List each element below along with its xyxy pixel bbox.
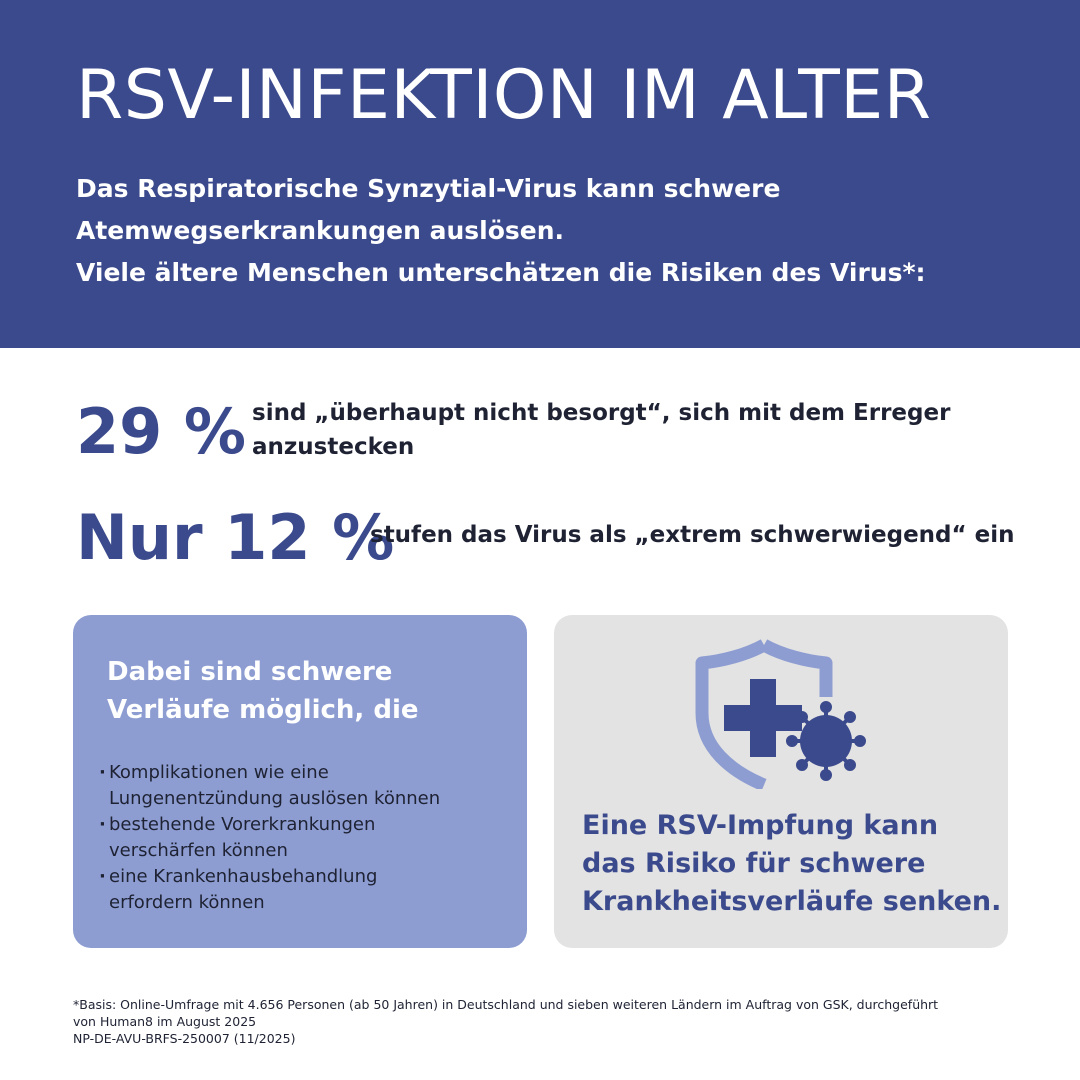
page-title: RSV-INFEKTION IM ALTER	[76, 56, 932, 135]
stat-line: anzustecken	[252, 434, 415, 460]
list-item-line: · eine Krankenhausbehandlung	[109, 866, 378, 887]
list-item	[99, 760, 519, 812]
header-banner	[0, 0, 1080, 348]
stat-line: sind „überhaupt nicht besorgt“, sich mit dem Erreger	[252, 400, 951, 426]
shield-cross-virus-icon	[694, 639, 874, 789]
intro-text	[76, 168, 1056, 294]
box-heading	[107, 653, 507, 729]
stat-description: stufen das Virus als „extrem schwerwiegend“ ein	[370, 522, 1015, 548]
cta-line: Krankheitsverläufe senken.	[582, 886, 1002, 917]
list-item-line: erfordern können	[109, 892, 265, 913]
vaccination-message	[582, 807, 1002, 921]
intro-line: Das Respiratorische Synzytial-Virus kann schwere	[76, 174, 781, 203]
stat-value-group	[76, 500, 394, 576]
consequence-list	[99, 760, 519, 916]
intro-line: Atemwegserkrankungen auslösen.	[76, 216, 565, 245]
footnote-line: NP-DE-AVU-BRFS-250007 (11/2025)	[73, 1031, 296, 1046]
box-heading-line: Verläufe möglich, die	[107, 695, 419, 725]
vaccination-box	[554, 615, 1008, 948]
footnote-line: von Human8 im August 2025	[73, 1014, 257, 1029]
stat-description	[252, 396, 1032, 464]
intro-line: Viele ältere Menschen unterschätzen die Risiken des Virus*:	[76, 258, 926, 287]
stat-value: 29 %	[76, 395, 246, 468]
box-heading-line: Dabei sind schwere	[107, 657, 393, 687]
cta-line: das Risiko für schwere	[582, 848, 926, 879]
list-item-line: · Komplikationen wie eine	[109, 762, 329, 783]
list-item-line: Lungenentzündung auslösen können	[109, 788, 441, 809]
stat-prefix: Nur	[76, 501, 203, 574]
stat-value: 12 %	[224, 501, 395, 574]
footnote-line: *Basis: Online-Umfrage mit 4.656 Personen (ab 50 Jahren) in Deutschland und sieben weiteren Ländern im Auftrag von GSK, durchgeführt	[73, 997, 939, 1012]
list-item	[99, 812, 519, 864]
list-item-line: verschärfen können	[109, 840, 288, 861]
severe-courses-box	[73, 615, 527, 948]
cta-line: Eine RSV-Impfung kann	[582, 810, 939, 841]
list-item-line: · bestehende Vorerkrankungen	[109, 814, 376, 835]
footnote	[73, 996, 1033, 1047]
list-item	[99, 864, 519, 916]
